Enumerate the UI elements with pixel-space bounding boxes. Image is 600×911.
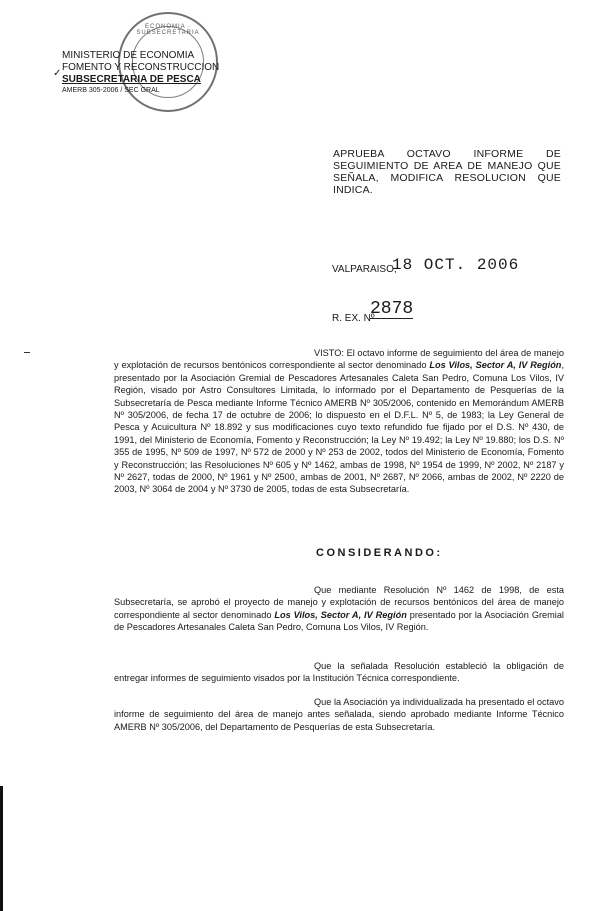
visto-place: Los Vilos, Sector A, IV Región [429, 360, 562, 371]
place-label: VALPARAISO, [332, 264, 397, 275]
subsecretaria-line: SUBSECRETARIA DE PESCA [62, 74, 201, 85]
considerando-2 [114, 660, 564, 685]
reference-line: AMERB 305-2006 / SEC GRAL [62, 87, 160, 94]
margin-mark: ✓ [53, 68, 62, 79]
visto-paragraph [114, 347, 564, 496]
scan-edge-bar [0, 786, 3, 911]
c1-text-2: presentado por la Asociación Gremial de Pescadores Artesanales Caleta San Pedro, Comuna Los Vilos, IV Región. [114, 609, 564, 633]
considerando-1 [114, 584, 564, 634]
rex-label: R. EX. Nº [332, 313, 375, 324]
visto-text-1: El octavo informe de seguimiento del área de manejo y explotación de recursos bentónicos correspondiente al sector denominado [114, 348, 564, 371]
c2-text: Que la señalada Resolución estableció la obligación de entregar informes de seguimiento visados por la Institución Técnica correspondiente. [114, 661, 564, 684]
visto-text-2: , presentado por la Asociación Gremial de Pescadores Artesanales Caleta San Pedro, Comuna Los Vilos, IV Región, visado por Astro Consultores Limitada, lo informado por el Departamento de Pesquerías de la Subsecretaría de Pesca mediante Informe Técnico AMERB Nº 305/2006, contenido en Memorándum AMERB Nº 305/2006, de fecha 17 de octubre de 2006; lo dispuesto en el D.F.L. Nº 5, de 1983; la Ley General de Pesca y Acuicultura Nº 18.892 y sus modificaciones cuyo texto refundido fue fijado por el D.S. Nº 430, de 1991, del Ministerio de Economía, Fomento y Reconstrucción; la Ley Nº 19.492; la Ley Nº 19.880; los D.S. Nº 355 de 1995, Nº 509 de 1997, Nº 572 de 2000 y Nº 253 de 2002, todos del Ministerio de Economía, Fomento y Reconstrucción; las Resoluciones Nº 605 y Nº 1462, ambas de 1998, Nº 1954 de 1999, Nº 2002, Nº 2187 y Nº 2627, todas de 2000, Nº 1961 y Nº 2500, ambas de 2001, Nº 2687, Nº 2066, ambas de 2002, Nº 2220 de 2003, Nº 3064 de 2004 y Nº 3730 de 2005, todas de esta Subsecretaría. [114, 360, 564, 495]
margin-tick [24, 352, 30, 353]
ministry-line: MINISTERIO DE ECONOMIA [62, 50, 195, 61]
date-stamp: 18 OCT. 2006 [392, 256, 520, 274]
c1-text-1: Que mediante Resolución Nº 1462 de 1998, de esta Subsecretaría, se aprobó el proyecto de manejo y explotación de recursos bentónicos del área de manejo correspondiente al sector denominado [114, 585, 564, 620]
ministry-line-2: FOMENTO Y RECONSTRUCCION [62, 62, 220, 73]
rex-number: 2878 [370, 299, 414, 319]
considerando-3 [114, 696, 564, 733]
visto-lead: VISTO: [314, 348, 344, 358]
letterhead [62, 50, 232, 96]
stamp-text: ECONOMIA · SUBSECRETARIA [136, 24, 200, 36]
c1-place: Los Vilos, Sector A, IV Región [274, 609, 407, 620]
resolution-subject: APRUEBA OCTAVO INFORME DE SEGUIMIENTO DE AREA DE MANEJO QUE SEÑALA, MODIFICA RESOLUCION QUE INDICA. [333, 148, 561, 196]
c3-text: Que la Asociación ya individualizada ha presentado el octavo informe de seguimiento del área de manejo antes señalada, siendo aprobado mediante Informe Técnico AMERB Nº 305/2006, del Departamento de Pesquerías de esta Subsecretaría. [114, 697, 564, 732]
considerando-heading: CONSIDERANDO: [316, 547, 443, 559]
